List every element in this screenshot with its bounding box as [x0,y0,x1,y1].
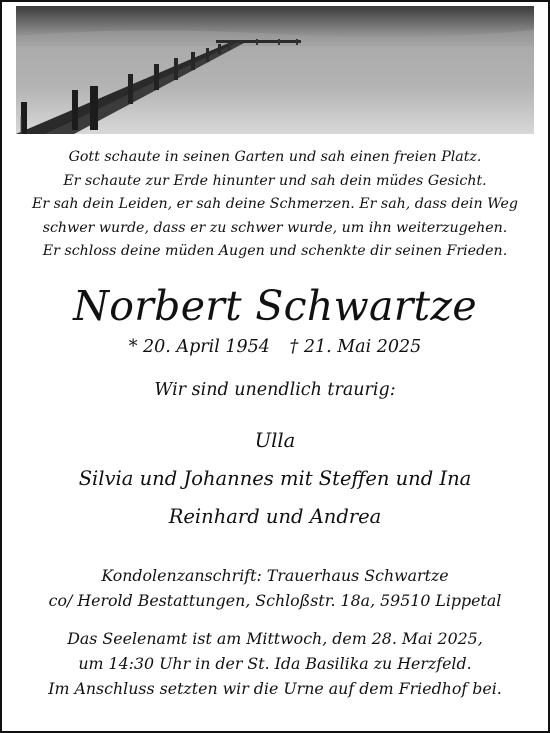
poem [2,146,548,264]
life-dates [2,334,548,360]
address-line: Kondolenzanschrift: Trauerhaus Schwartze [101,566,449,585]
poem-line: Er schloss deine müden Augen und schenkte dir seinen Frieden. [42,243,508,260]
family-member: Silvia und Johannes mit Steffen und Ina [78,467,472,490]
family-member: Ulla [254,429,296,452]
service-line: Im Anschluss setzten wir die Urne auf dem Friedhof bei. [48,679,502,698]
death-date: † 21. Mai 2025 [289,337,422,357]
service-info [2,626,548,701]
service-line: Das Seelenamt ist am Mittwoch, dem 28. Mai 2025, [67,629,483,648]
condolence-address [2,563,548,613]
family-member: Reinhard und Andrea [168,505,382,528]
deceased-name: Norbert Schwartze [73,282,477,330]
family-list [2,422,548,536]
poem-line: schwer wurde, dass er zu schwer wurde, um ihn weiterzugehen. [42,219,508,236]
birth-date: * 20. April 1954 [128,337,270,357]
address-line: co/ Herold Bestattungen, Schloßstr. 18a, 59510 Lippetal [48,591,502,610]
mourning-line: Wir sind unendlich traurig: [154,380,396,400]
service-line: um 14:30 Uhr in der St. Ida Basilika zu Herzfeld. [78,654,472,673]
poem-line: Er sah dein Leiden, er sah deine Schmerzen. Er sah, dass dein Weg [31,196,518,213]
jetty-photo-icon [16,6,534,134]
poem-line: Gott schaute in seinen Garten und sah einen freien Platz. [68,149,482,165]
poem-line: Er schaute zur Erde hinunter und sah dein müdes Gesicht. [63,172,487,189]
